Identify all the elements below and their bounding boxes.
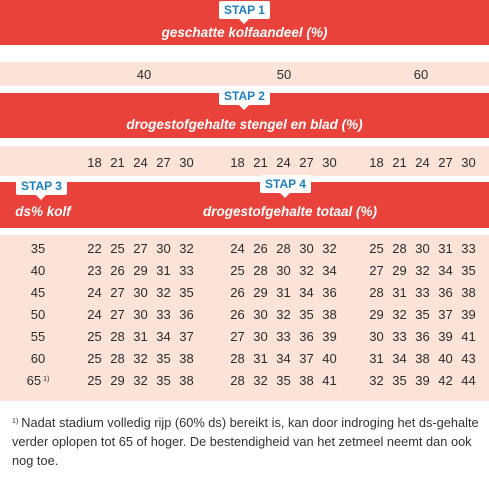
step34-bar: [0, 182, 489, 228]
table-cell: 35: [156, 373, 171, 388]
table-cell: 32: [179, 241, 194, 256]
table-cell: 31: [392, 285, 407, 300]
table-row-g60: [365, 329, 480, 345]
table-cell: 38: [461, 285, 476, 300]
table-cell: 30: [133, 285, 148, 300]
table-cell: 35: [392, 373, 407, 388]
table-cell: 34: [299, 285, 314, 300]
table-cell: 24: [230, 241, 245, 256]
kolf-value: 60: [30, 351, 46, 366]
table-cell: 34: [438, 263, 453, 278]
table-cell: 26: [253, 241, 268, 256]
table-cell: 33: [392, 329, 407, 344]
table-cell: 40: [322, 351, 337, 366]
footnote-ref: 1): [43, 376, 50, 383]
table-cell: 30: [133, 307, 148, 322]
table-cell: 35: [461, 263, 476, 278]
table-cell: 28: [230, 351, 245, 366]
table-cell: 24: [87, 307, 102, 322]
table-row-g60: [365, 351, 480, 367]
table-cell: 35: [276, 373, 291, 388]
table-cell: 23: [87, 263, 102, 278]
table-cell: 29: [110, 373, 125, 388]
footnote-text: Nadat stadium volledig rijp (60% ds) bereikt is, kan door indroging het ds-gehalte verder oplopen tot 65 of hoger. De bestendigheid van het zetmeel neemt dan ook nog toe.: [12, 415, 479, 468]
kolfaandeel-row: [0, 62, 489, 86]
table-cell: 32: [299, 263, 314, 278]
table-cell: 31: [156, 263, 171, 278]
table-row-g60: [365, 241, 480, 257]
step1-title: geschatte kolfaandeel (%): [161, 25, 328, 40]
table-cell: 29: [253, 285, 268, 300]
kolf-value: 40: [30, 263, 46, 278]
table-cell: 33: [461, 241, 476, 256]
stengel-group-50: 18 21 24 27 30: [230, 155, 337, 170]
table-cell: 35: [299, 307, 314, 322]
table-row-g50: [226, 329, 341, 345]
table-row-g50: [226, 241, 341, 257]
table-cell: 25: [87, 329, 102, 344]
step4-title: drogestofgehalte totaal (%): [202, 204, 377, 219]
table-cell: 32: [276, 307, 291, 322]
table-cell: 29: [133, 263, 148, 278]
table-cell: 30: [369, 329, 384, 344]
table-cell: 37: [438, 307, 453, 322]
kolfaandeel-60: 60: [413, 67, 429, 82]
table-cell: 38: [415, 351, 430, 366]
table-cell: 35: [415, 307, 430, 322]
table-cell: 27: [369, 263, 384, 278]
table-cell: 30: [253, 329, 268, 344]
table-cell: 32: [322, 241, 337, 256]
table-cell: 33: [415, 285, 430, 300]
table-cell: 34: [322, 263, 337, 278]
table-cell: 32: [369, 373, 384, 388]
table-row-g60: [365, 263, 480, 279]
step2-badge: STAP 2: [219, 87, 270, 105]
table-cell: 33: [276, 329, 291, 344]
table-cell: 38: [179, 351, 194, 366]
table-cell: 36: [322, 285, 337, 300]
table-cell: 30: [299, 241, 314, 256]
table-cell: 28: [110, 329, 125, 344]
table-cell: 44: [461, 373, 476, 388]
table-cell: 28: [230, 373, 245, 388]
table-cell: 42: [438, 373, 453, 388]
table-cell: 29: [392, 263, 407, 278]
step3-title: ds% kolf: [15, 204, 71, 219]
table-cell: 32: [392, 307, 407, 322]
table-cell: 36: [415, 329, 430, 344]
table-cell: 31: [369, 351, 384, 366]
table-cell: 35: [156, 351, 171, 366]
table-cell: 25: [369, 241, 384, 256]
table-cell: 39: [322, 329, 337, 344]
table-cell: 36: [438, 285, 453, 300]
table-cell: 32: [253, 373, 268, 388]
table-cell: 33: [179, 263, 194, 278]
table-cell: 30: [276, 263, 291, 278]
step3-badge: STAP 3: [16, 177, 67, 195]
table-cell: 32: [133, 351, 148, 366]
table-row-g40: [83, 351, 198, 367]
step2-title: drogestofgehalte stengel en blad (%): [126, 117, 363, 132]
table-cell: 32: [133, 373, 148, 388]
data-table: [0, 235, 489, 401]
table-cell: 41: [461, 329, 476, 344]
table-cell: 43: [461, 351, 476, 366]
step1-badge: STAP 1: [219, 1, 270, 19]
table-cell: 41: [322, 373, 337, 388]
table-cell: 26: [110, 263, 125, 278]
table-row-g50: [226, 307, 341, 323]
footnote: [12, 413, 482, 470]
table-cell: 34: [392, 351, 407, 366]
table-cell: 40: [438, 351, 453, 366]
table-row-g50: [226, 373, 341, 389]
table-row-g40: [83, 373, 198, 389]
table-row-g40: [83, 263, 198, 279]
stengel-group-60: 18 21 24 27 30: [369, 155, 476, 170]
table-cell: 32: [156, 285, 171, 300]
table-cell: 22: [87, 241, 102, 256]
kolf-value: 50: [30, 307, 46, 322]
table-cell: 36: [299, 329, 314, 344]
table-cell: 27: [110, 285, 125, 300]
table-row-g60: [365, 285, 480, 301]
kolf-value: 55: [30, 329, 46, 344]
table-cell: 39: [415, 373, 430, 388]
table-cell: 25: [230, 263, 245, 278]
table-cell: 31: [253, 351, 268, 366]
table-cell: 37: [299, 351, 314, 366]
table-cell: 31: [276, 285, 291, 300]
table-cell: 38: [179, 373, 194, 388]
table-cell: 33: [156, 307, 171, 322]
table-row-g60: [365, 373, 480, 389]
table-cell: 26: [230, 285, 245, 300]
table-cell: 39: [438, 329, 453, 344]
kolf-value: 35: [30, 241, 46, 256]
table-cell: 27: [230, 329, 245, 344]
table-cell: 24: [87, 285, 102, 300]
kolf-value: 65 $^{1)}$: [26, 373, 50, 388]
table-cell: 28: [369, 285, 384, 300]
table-cell: 31: [438, 241, 453, 256]
table-cell: 25: [87, 373, 102, 388]
stengel-group-40: 18 21 24 27 30: [87, 155, 194, 170]
table-cell: 30: [253, 307, 268, 322]
table-cell: 28: [253, 263, 268, 278]
stengel-row: [0, 146, 489, 176]
table-row-g40: [83, 285, 198, 301]
table-cell: 34: [156, 329, 171, 344]
table-row-g40: [83, 241, 198, 257]
kolf-value: 45: [30, 285, 46, 300]
table-cell: 38: [299, 373, 314, 388]
table-row-g50: [226, 263, 341, 279]
table-cell: 25: [110, 241, 125, 256]
table-cell: 34: [276, 351, 291, 366]
table-cell: 30: [156, 241, 171, 256]
table-cell: 25: [87, 351, 102, 366]
table-cell: 29: [369, 307, 384, 322]
table-cell: 28: [392, 241, 407, 256]
table-cell: 28: [276, 241, 291, 256]
kolfaandeel-50: 50: [276, 67, 292, 82]
footnote-marker: 1): [12, 418, 19, 425]
table-cell: 39: [461, 307, 476, 322]
table-cell: 31: [133, 329, 148, 344]
table-row-g40: [83, 307, 198, 323]
table-cell: 27: [133, 241, 148, 256]
table-row-g60: [365, 307, 480, 323]
table-cell: 30: [415, 241, 430, 256]
table-cell: 36: [179, 307, 194, 322]
step4-badge: STAP 4: [260, 175, 311, 193]
table-cell: 35: [179, 285, 194, 300]
table-cell: 37: [179, 329, 194, 344]
table-cell: 27: [110, 307, 125, 322]
table-cell: 26: [230, 307, 245, 322]
table-cell: 32: [415, 263, 430, 278]
table-row-g40: [83, 329, 198, 345]
kolfaandeel-40: 40: [136, 67, 152, 82]
table-row-g50: [226, 351, 341, 367]
table-cell: 28: [110, 351, 125, 366]
table-cell: 38: [322, 307, 337, 322]
table-row-g50: [226, 285, 341, 301]
